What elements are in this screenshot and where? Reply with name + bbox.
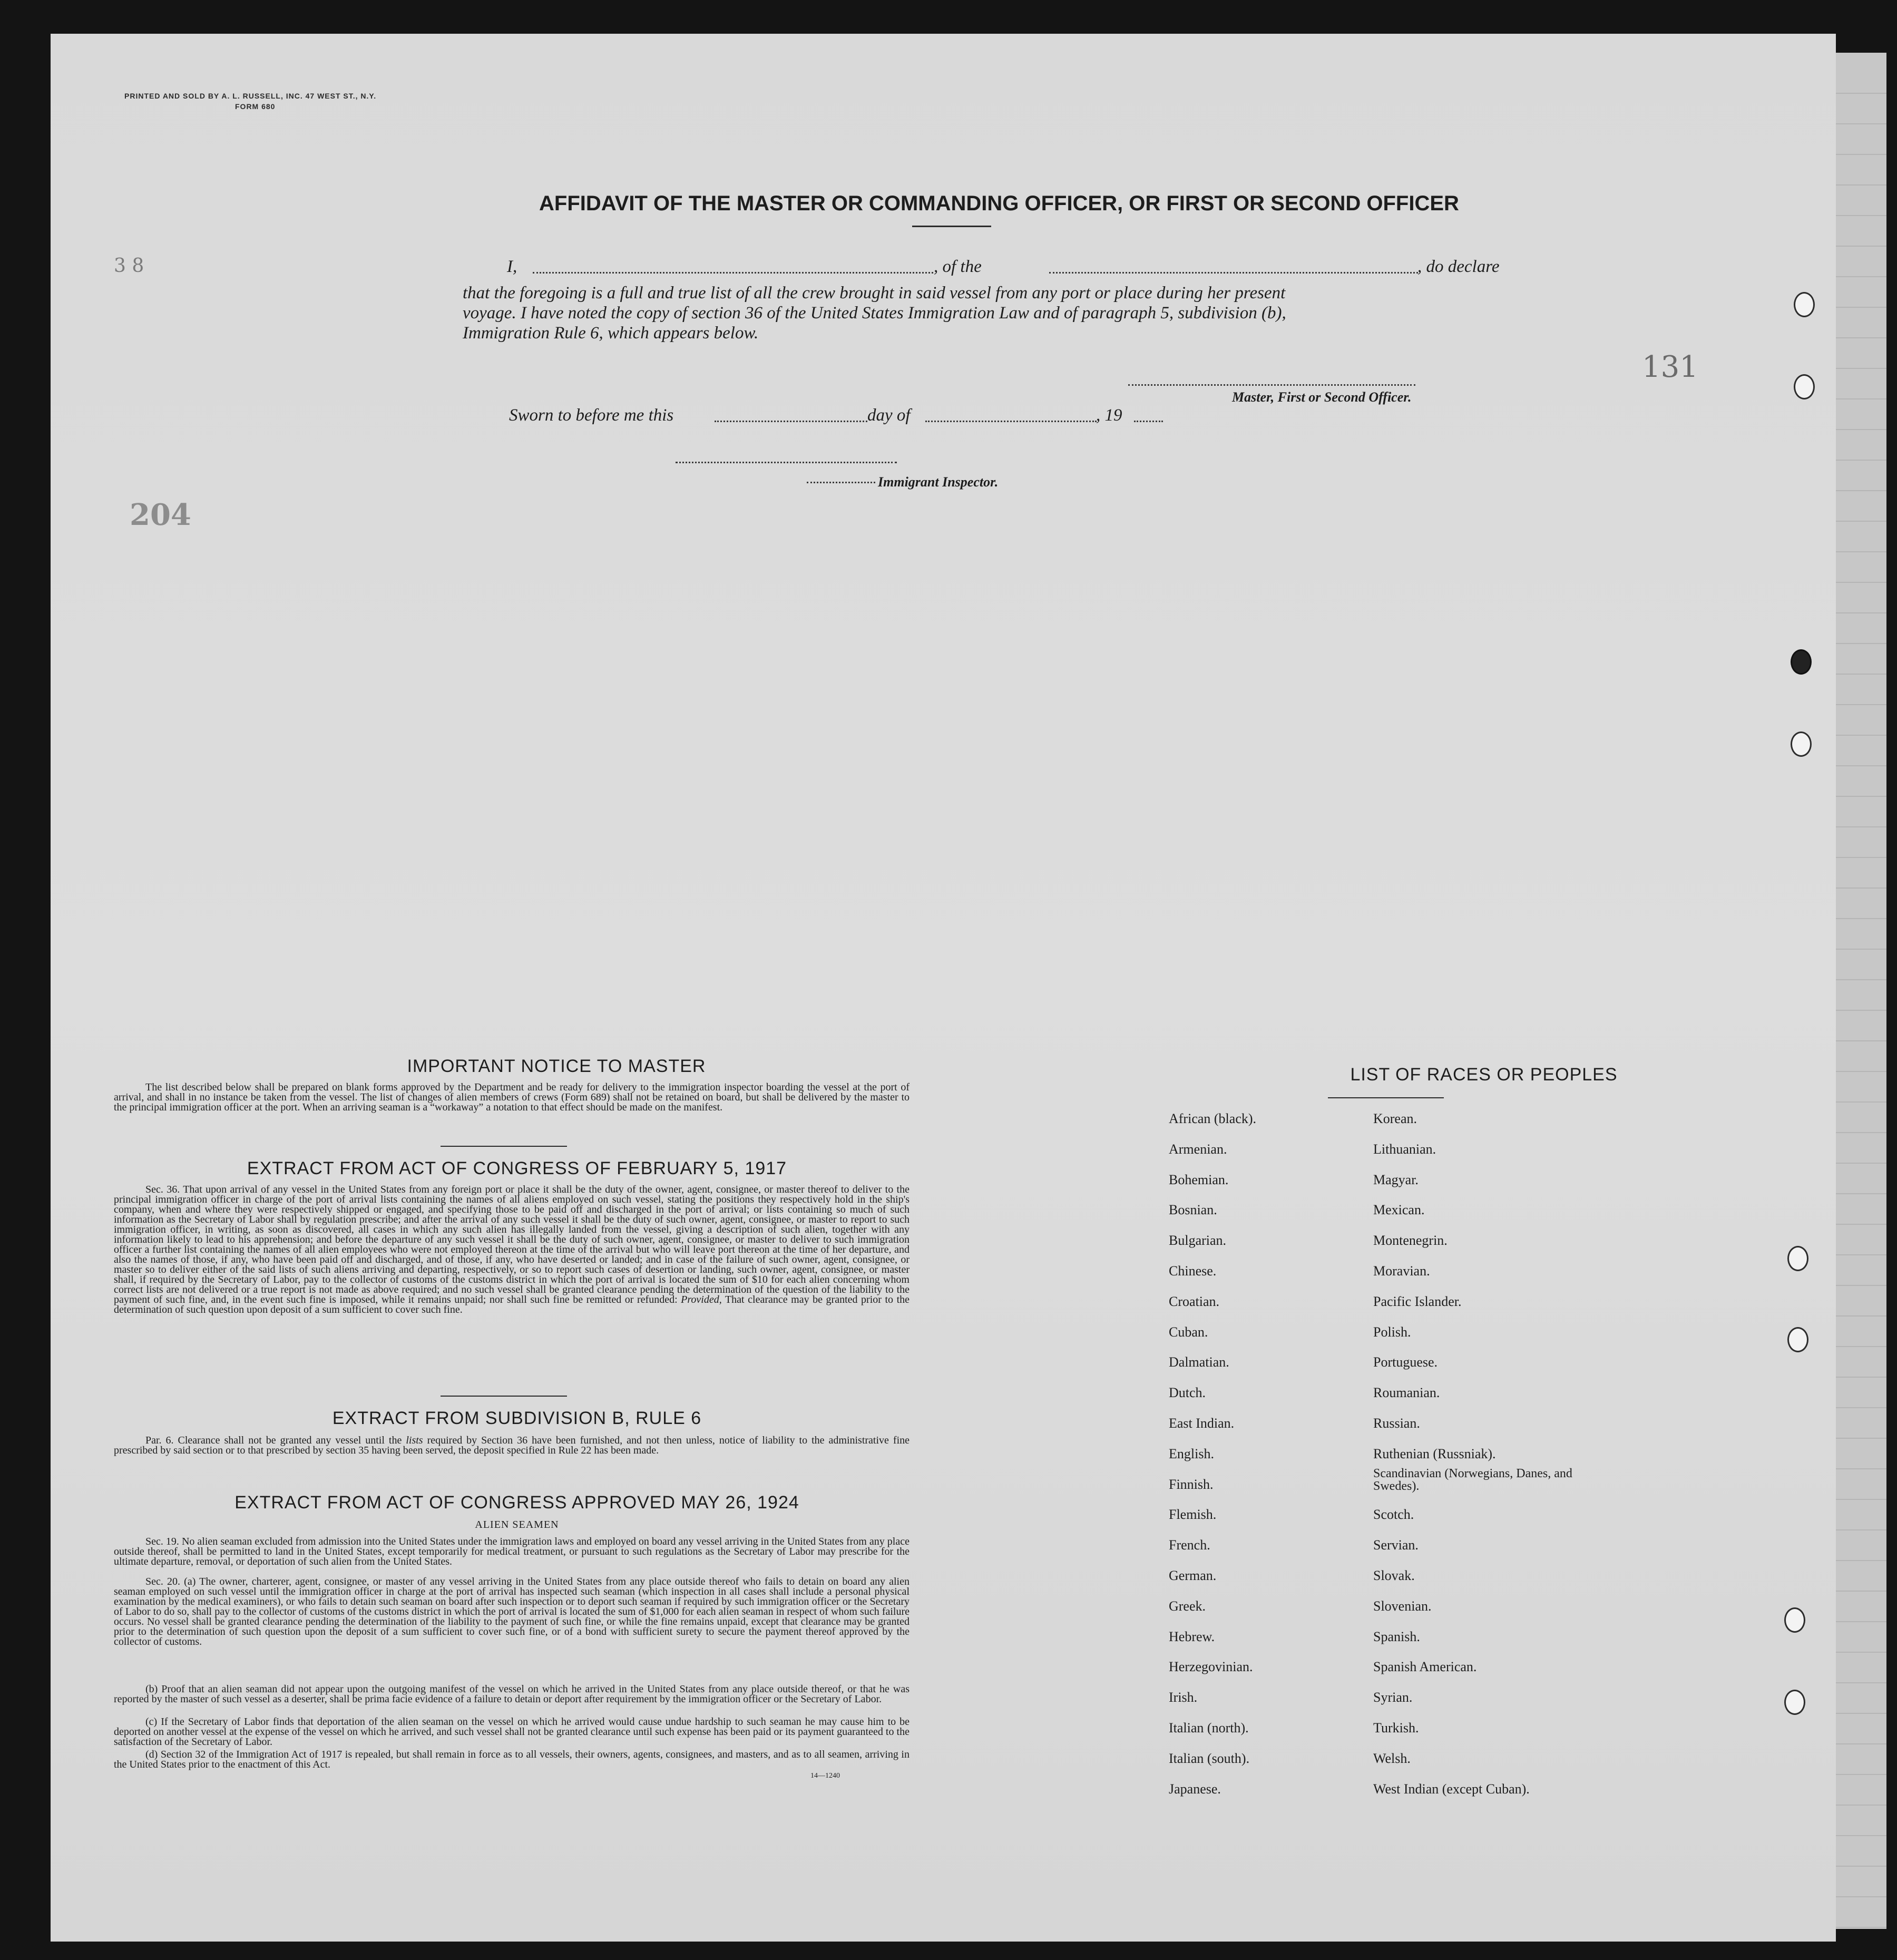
handwritten-number-right: 131 (1642, 350, 1698, 384)
race-item: West Indian (except Cuban). (1373, 1781, 1530, 1797)
affidavit-title: AFFIDAVIT OF THE MASTER OR COMMANDING OFFICER, OR FIRST OR SECOND OFFICER (539, 192, 1459, 215)
race-item: Italian (south). (1169, 1750, 1250, 1766)
races-title: LIST OF RACES OR PEOPLES (1350, 1065, 1618, 1085)
inspector-caption: Immigrant Inspector. (878, 474, 999, 490)
race-item: Chinese. (1169, 1263, 1217, 1279)
race-item: German. (1169, 1568, 1217, 1583)
races-divider (1328, 1097, 1444, 1098)
affidavit-text-line-4: Immigration Rule 6, which appears below. (463, 324, 759, 343)
inspector-signature-field[interactable] (676, 462, 897, 463)
race-item: Montenegrin. (1373, 1233, 1448, 1249)
inspector-signature-dots (807, 482, 875, 483)
race-item: Spanish American. (1373, 1659, 1477, 1675)
race-item: Herzegovinian. (1169, 1659, 1253, 1675)
punch-hole (1784, 1607, 1805, 1633)
extract-1917-body (114, 1185, 910, 1315)
year-prefix-label: , 19 (1096, 406, 1122, 425)
sworn-year-field[interactable] (1134, 421, 1163, 422)
form-number: FORM 680 (235, 102, 276, 111)
race-item: Ruthenian (Russniak). (1373, 1446, 1496, 1461)
affidavit-declare-label: , do declare (1417, 257, 1500, 276)
sworn-month-field[interactable] (925, 421, 1097, 422)
notice-body: The list described below shall be prepared on blank forms approved by the Department and be ready for delivery to the immigration inspector boarding the vessel at the port of arrival, and shall in no instance be taken from the vessel. The list of changes of alien members of crews (Form 689) shall not be retained on board, but shall be delivered by the master to the principal immigration officer at the port. When an arriving seaman is a “workaway” a notation to that effect should be made on the manifest. (114, 1081, 910, 1113)
divider-1 (441, 1146, 567, 1147)
race-item: Italian (north). (1169, 1720, 1249, 1735)
signature-caption: Master, First or Second Officer. (1232, 389, 1412, 405)
race-item: Roumanian. (1373, 1385, 1440, 1401)
race-item: Cuban. (1169, 1324, 1208, 1340)
officer-signature-field[interactable] (1128, 384, 1415, 386)
race-item: East Indian. (1169, 1416, 1235, 1431)
printer-credit-line: PRINTED AND SOLD BY A. L. RUSSELL, INC. 47 WEST ST., N.Y. (124, 92, 377, 100)
race-item: Scandinavian (Norwegians, Danes, and Swedes). (1373, 1466, 1572, 1493)
name-field[interactable] (533, 272, 933, 274)
divider-2 (441, 1396, 567, 1397)
race-item: Dalmatian. (1169, 1354, 1229, 1370)
race-item: Spanish. (1373, 1629, 1420, 1644)
extract-1917-title: EXTRACT FROM ACT OF CONGRESS OF FEBRUARY 5, 1917 (247, 1158, 787, 1178)
form-code: 14—1240 (810, 1772, 840, 1780)
printer-credit (124, 91, 376, 112)
race-item: Mexican. (1373, 1202, 1425, 1218)
title-divider (912, 226, 991, 227)
affidavit-text-line-3: voyage. I have noted the copy of section 36 of the United States Immigration Law and of paragraph 5, subdivision (b), (463, 304, 1286, 323)
extract-1924-title: EXTRACT FROM ACT OF CONGRESS APPROVED MAY 26, 1924 (234, 1493, 799, 1513)
sec20d-text: (d) Section 32 of the Immigration Act of 1917 is repealed, but shall remain in force as to all vessels, their owners, agents, consignees, and masters, and as to all seamen, arriving in the United States prior to the enactment of this Act. (114, 1749, 910, 1770)
race-item: Finnish. (1169, 1476, 1214, 1492)
race-item: Lithuanian. (1373, 1141, 1436, 1157)
race-item: Croatian. (1169, 1293, 1220, 1309)
punch-hole (1791, 732, 1812, 757)
handwritten-mark-left: 3 8 (114, 255, 144, 277)
affidavit-text-line-2: that the foregoing is a full and true list of all the crew brought in said vessel from any port or place during her present (463, 284, 1286, 303)
race-item: Pacific Islander. (1373, 1293, 1462, 1309)
race-item: Magyar. (1373, 1172, 1419, 1187)
extract-rule6-title: EXTRACT FROM SUBDIVISION B, RULE 6 (332, 1408, 702, 1428)
punch-hole (1787, 1327, 1808, 1352)
sworn-label: Sworn to before me this (509, 406, 674, 425)
handwritten-number-left: 204 (130, 498, 191, 532)
race-item: Moravian. (1373, 1263, 1430, 1279)
race-item: Irish. (1169, 1690, 1198, 1705)
race-item: French. (1169, 1537, 1210, 1553)
race-item: Flemish. (1169, 1507, 1217, 1523)
provided-word: Provided, (681, 1294, 722, 1305)
race-item: Bulgarian. (1169, 1233, 1227, 1249)
race-item: Dutch. (1169, 1385, 1206, 1401)
race-item: Welsh. (1373, 1750, 1411, 1766)
punch-hole (1784, 1690, 1805, 1715)
race-item: Servian. (1373, 1537, 1419, 1553)
sec20b-text: (b) Proof that an alien seaman did not appear upon the outgoing manifest of the vessel on which he arrived in the United States from any place outside thereof, or that he was reported by the master of such vessel as a deserter, shall be prima facie evidence of a failure to detain or deport after requirement by the immigration officer or the Secretary of Labor. (114, 1683, 910, 1705)
extract-1917-text-b: That clearance may be granted prior to the determination of such question upon deposit of a sum sufficient to cover such fine. (114, 1294, 910, 1315)
sworn-day-field[interactable] (715, 421, 867, 422)
alien-seamen-subtitle: ALIEN SEAMEN (475, 1519, 559, 1530)
race-item: Slovenian. (1373, 1598, 1432, 1614)
lists-word: lists (406, 1435, 423, 1446)
punch-hole (1787, 1246, 1808, 1271)
affidavit-i-label: I, (507, 257, 517, 276)
extract-1917-text-a: Sec. 36. That upon arrival of any vessel in the United States from any foreign port or place it shall be the duty of the owner, agent, consignee, or master thereof to deliver to the principal immigration officer in charge of the port of arrival lists containing the names of all aliens employed on such vessel, stating the positions they respectively hold in the ship's company, when and where they were respectively shipped or engaged, and specifying those to be paid off and discharged in the port of arrival; or lists containing so much of such information as the Secretary of Labor shall by regulation prescribe; and after the arrival of any such vessel it shall be the duty of such owner, agent, consignee, or master to report to such immigration officer, in writing, as soon as discovered, all cases in which any such alien has illegally landed from the vessel, giving a description of such alien, together with any information likely to lead to his apprehension; and before the departure of any such vessel it shall be the duty of such owner, agent, consignee, or master to deliver to such immigration officer a further list containing the names of all alien employees who were not employed thereon at the time of the arrival but who will leave port thereon at the time of her departure, and also the names of those, if any, who have been paid off and discharged, and of those, if any, who have deserted or landed; and in case of the failure of such owner, agent, consignee, or master so to deliver either of the said lists of such aliens arriving and departing, respectively, or so to report such cases of desertion or landing, such owner, agent, consignee, or master shall, if required by the Secretary of Labor, pay to the collector of customs of the customs district in which the port of arrival is located the sum of $10 for each alien concerning whom correct lists are not delivered or a true report is not made as above required; and no such vessel shall be granted clearance pending the determination of the question of the liability to the payment of such fine, and, in the event such fine is imposed, while it remains unpaid; nor shall such fine be remitted or refunded: (114, 1184, 910, 1305)
race-item: Turkish. (1373, 1720, 1419, 1735)
punch-hole (1794, 292, 1815, 317)
race-item: Bosnian. (1169, 1202, 1217, 1218)
race-item: African (black). (1169, 1111, 1257, 1126)
extract-rule6-text-a: Par. 6. Clearance shall not be granted any vessel until the (145, 1435, 402, 1446)
race-item: Armenian. (1169, 1141, 1227, 1157)
race-item: English. (1169, 1446, 1214, 1461)
extract-rule6-text-b: required by Section 36 have been furnished, and not then unless, notice of liability to the administrative fine prescribed by said section or to that prescribed by section 35 having been served, the deposit specified in Rule 22 has been made. (114, 1435, 910, 1456)
race-item: Slovak. (1373, 1568, 1415, 1583)
sec20c-text: (c) If the Secretary of Labor finds that deportation of the alien seaman on the vessel on which he arrived would cause undue hardship to such seaman he may cause him to be deported on another vessel at the expense of the vessel on which he arrived, and such vessel shall not be granted clearance until such expense has been paid or its payment guaranteed to the satisfaction of the Secretary of Labor. (114, 1716, 910, 1748)
race-item: Scotch. (1373, 1507, 1414, 1523)
notice-title: IMPORTANT NOTICE TO MASTER (407, 1056, 706, 1076)
sec19-text: Sec. 19. No alien seaman excluded from admission into the United States under the immigration laws and employed on board any vessel arriving in the United States from any place outside thereof, shall be permitted to land in the United States, except temporarily for medical treatment, or pursuant to such regulations as the Secretary of Labor may prescribe for the ultimate departure, removal, or deportation of such alien from the United States. (114, 1536, 910, 1567)
punch-hole (1791, 649, 1812, 675)
race-item: Greek. (1169, 1598, 1206, 1614)
race-item: Syrian. (1373, 1690, 1413, 1705)
day-of-label: day of (867, 406, 911, 425)
affidavit-of-the-label: , of the (934, 257, 982, 276)
race-item: Russian. (1373, 1416, 1420, 1431)
race-item: Portuguese. (1373, 1354, 1438, 1370)
punch-hole (1794, 374, 1815, 399)
form-page (51, 34, 1836, 1942)
sec20a-text: Sec. 20. (a) The owner, charterer, agent, consignee, or master of any vessel arriving in the United States from any place outside thereof who fails to detain on board any alien seaman employed on such vessel until the immigration officer in charge at the port of arrival has inspected such seaman (which inspection in all cases shall include a personal physical examination by the medical examiners), or who fails to detain such seaman on board after such inspection or to deport such seaman if required by such immigration officer or the Secretary of Labor to do so, shall pay to the collector of customs of the customs district in which the port of arrival is located the sum of $1,000 for each alien seaman in respect of whom such failure occurs. No vessel shall be granted clearance pending the determination of the liability to the payment of such fine, or while the fine remains unpaid, except that clearance may be granted prior to the determination of such question upon the deposit of a sum sufficient to cover such fine, or of a bond with sufficient surety to secure the payment thereof approved by the collector of customs. (114, 1576, 910, 1647)
extract-rule6-body (114, 1436, 910, 1456)
vessel-field[interactable] (1049, 272, 1418, 274)
race-item: Bohemian. (1169, 1172, 1229, 1187)
race-item: Japanese. (1169, 1781, 1221, 1797)
race-item: Korean. (1373, 1111, 1417, 1126)
race-item: Polish. (1373, 1324, 1411, 1340)
race-item: Hebrew. (1169, 1629, 1215, 1644)
